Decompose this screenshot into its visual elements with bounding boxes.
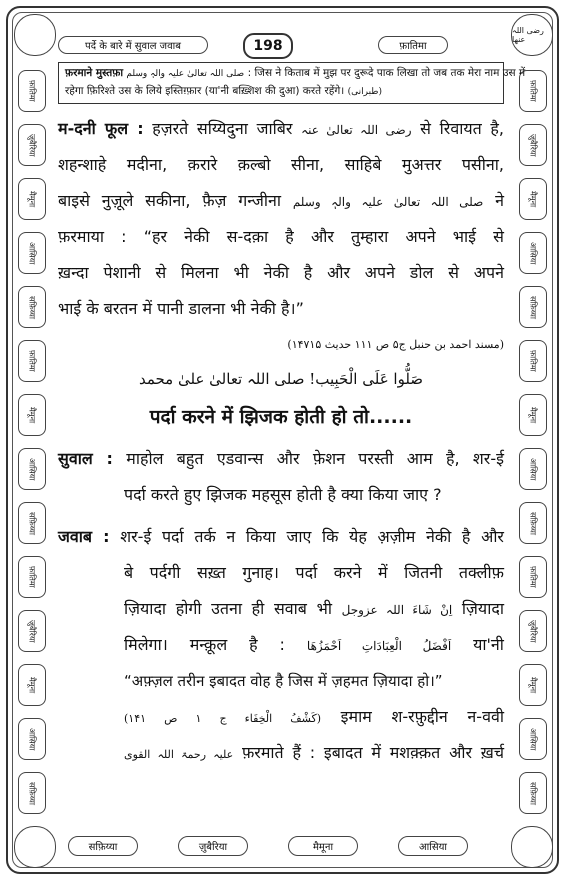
line-1-honorific: رضی اللہ تعالیٰ عنہ [301,123,412,137]
left-side-label: मैमूना [18,178,46,220]
footer-tab-2: ज़ुबैरिया [178,836,248,856]
line-1-text: हज़रते सय्यिदुना जाबिर [152,119,293,138]
corner-ornament-top-left [14,14,56,56]
left-side-label: आसिया [18,232,46,274]
left-side-label: मैमूना [18,664,46,706]
header-tab-right: फ़ातिमा [378,36,448,54]
answer-text-7: फ़रमाते हैं : इबादत में मशक़्क़त और ख़र्च [241,743,504,762]
corner-ornament-bottom-left [14,826,56,868]
right-side-label: ज़ुबैरिया [519,610,547,652]
hadith-label: फ़रमाने मुस्तफ़ा [65,67,124,79]
answer-text-3: ज़ियादा होगी उतना ही सवाब भी [124,599,332,618]
line-6: भाई के बरतन में पानी डालना भी नेकी है।” [58,299,304,318]
question-label: सुवाल : [58,449,113,468]
footer-tab-1: सफ़िय्या [68,836,138,856]
right-side-label: मैमूना [519,178,547,220]
line-1-end: से रिवायत है, [420,119,504,138]
answer-end-3: ज़ियादा [461,599,504,618]
answer-end-4: या'नी [473,635,504,654]
hadith-source: (طبرانی) [347,87,382,97]
answer-line-2: बे पर्दगी सख़्त गुनाह। पर्दा करने में जितनी तक्लीफ़ [124,563,504,582]
line-1 [58,114,504,144]
answer-line-7 [58,738,504,768]
right-side-label: फ़ातिमा [519,70,547,112]
footer-tab-3: मैमूना [288,836,358,856]
hadith-text-1: : जिस ने किताब में मुझ पर दुरूदे पाक लिखा तो जब तक मेरा नाम उस में [247,67,526,79]
left-side-label: ज़ुबैरिया [18,610,46,652]
question-text-1: माहोल बहुत एडवान्स और फ़ेशन परस्ती आम है, शर-ई [126,449,504,468]
right-side-label: आसिया [519,448,547,490]
madani-phool-label: म-दनी फूल : [58,119,144,138]
left-side-label: फ़ातिमा [18,556,46,598]
answer-arabic-4: اَفْضَلُ الْعِبَادَاتِ اَحْمَزُھَا [306,639,452,653]
question-line-1 [58,444,504,474]
section-heading: पर्दा करने में झिजक होती हो तो...... [149,406,413,428]
answer-line-4 [58,630,504,660]
answer-line-3 [58,594,504,624]
answer-line-6 [58,702,504,732]
answer-text-1: शर-ई पर्दा तर्क न किया जाए कि येह अ़ज़ीम नेकी है और [120,527,504,546]
answer-reference-6: (کَشْفُ الْخِفَاء ج ۱ ص ۱۴۱) [124,712,322,725]
footer-bar [58,836,504,860]
right-side-label: सफ़िय्या [519,502,547,544]
left-side-label: आसिया [18,718,46,760]
line-3-text: बाइसे नुज़ूले सकीना, फ़ैज़ गन्जीना [58,191,282,210]
hadith-text-2: रहेगा फ़िरिश्ते उस के लिये इस्तिग़्फ़ार (या'नी बख़्शिश की दुआ) करते रहेंगे। [65,85,345,97]
right-side-label: सफ़िय्या [519,286,547,328]
right-side-label: आसिया [519,232,547,274]
corner-ornament-top-right [511,14,553,56]
left-side-label: सफ़िय्या [18,772,46,814]
answer-label: जवाब : [58,527,110,546]
answer-text-4: मिलेगा। मन्क़ूल है : [124,635,285,654]
left-side-label: आसिया [18,448,46,490]
hadith-box [58,62,526,104]
line-3 [58,186,504,216]
left-side-label: सफ़िय्या [18,286,46,328]
line-4: फ़रमाया : “हर नेकी स-दक़ा है और तुम्हारा अपने भाई से [58,227,504,246]
line-2: शहन्शाहे मदीना, क़रारे क़ल्बो सीना, साहिबे मुअत्तर पसीना, [58,155,504,174]
right-side-label: फ़ातिमा [519,556,547,598]
header-tab-left: पर्दे के बारे में सुवाल जवाब [58,36,208,54]
right-side-label: मैमूना [519,394,547,436]
reference: (مسند احمد بن حنبل ج۵ ص ۱۱۱ حدیث ۱۴۷۱۵) [287,338,504,351]
line-3-end: ने [495,191,504,210]
corner-calligraphy: رضی اللہ عنھا [512,26,544,44]
left-side-label: ज़ुबैरिया [18,124,46,166]
question-line-2: पर्दा करते हुए झिजक महसूस होती है क्या किया जाए ? [124,485,442,504]
right-side-label: ज़ुबैरिया [519,124,547,166]
corner-ornament-bottom-right [511,826,553,868]
answer-line-5: “अफ़्ज़ल तरीन इबादत वोह है जिस में ज़हमत ज़ियादा हो।” [124,672,443,690]
answer-honorific-7: علیہ رحمۃ اللہ القوی [124,748,234,761]
reference-line [58,328,504,358]
left-side-label: फ़ातिमा [18,70,46,112]
right-side-label: फ़ातिमा [519,340,547,382]
left-side-label: मैमूना [18,394,46,436]
answer-line-1 [58,522,504,552]
left-side-label: फ़ातिमा [18,340,46,382]
left-side-label: सफ़िय्या [18,502,46,544]
salawat-line [58,364,504,394]
right-side-label: मैमूना [519,664,547,706]
page-number: 198 [243,33,293,59]
answer-honorific-3: اِنْ شَاءَ اللہ عزوجل [341,603,453,617]
right-side-label: आसिया [519,718,547,760]
right-side-label: सफ़िय्या [519,772,547,814]
line-5: ख़न्दा पेशानी से मिलना भी नेकी है और अपने डोल से अपने [58,263,504,282]
answer-text-6: इमाम श-रफ़ुद्दीन न-ववी [340,707,505,726]
hadith-honorific: صلی اللہ تعالیٰ علیہ والہٖ وسلم [126,69,245,79]
salawat: صَلُّوا عَلَی الْحَبِیب! صلی اللہ تعالیٰ علیٰ محمد [138,370,424,388]
footer-tab-4: आसिया [398,836,468,856]
line-3-honorific: صلی اللہ تعالیٰ علیہ والہٖ وسلم [292,195,484,209]
